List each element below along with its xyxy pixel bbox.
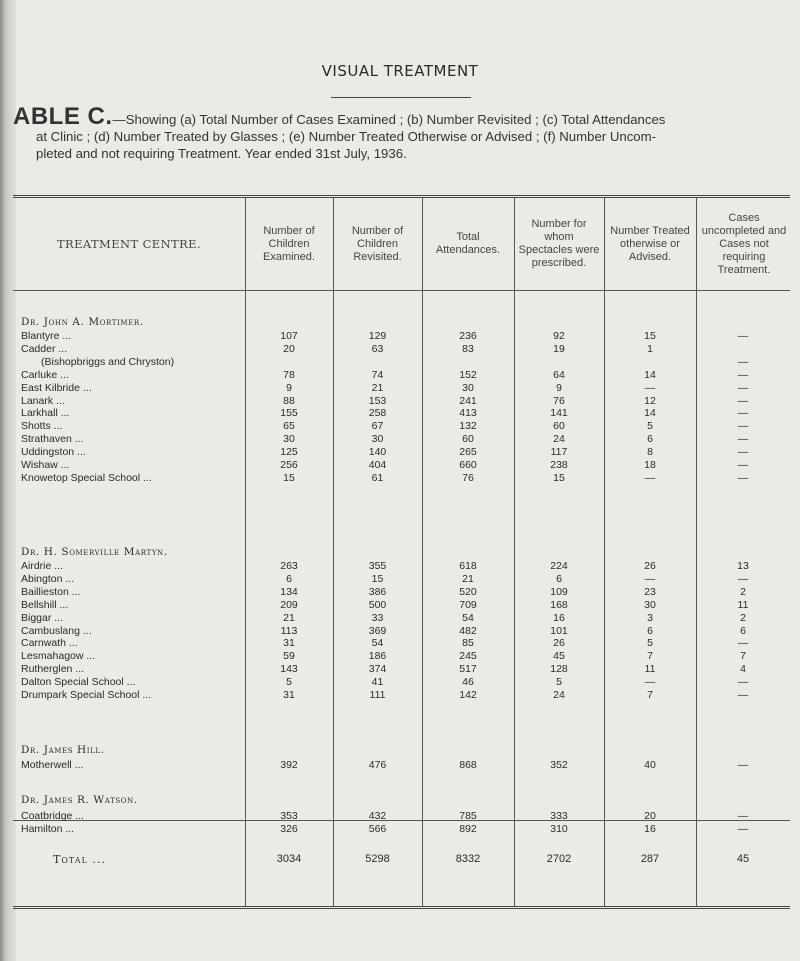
cell-examined: 21 — [283, 611, 295, 624]
cell-uncompleted: — — [737, 689, 749, 701]
cell-revisited: 374 — [368, 663, 387, 676]
cell-spectacles: 141 — [550, 407, 568, 420]
cell-treated-otherwise: — — [644, 471, 656, 484]
cell-attendances: 709 — [459, 598, 477, 611]
cell-revisited: 111 — [369, 689, 386, 701]
caption-line-1: —Showing (a) Total Number of Cases Examined ; (b) Number Revisited ; (c) Total Attendances — [112, 112, 666, 127]
cell-spectacles: 9 — [556, 381, 562, 394]
doctor-heading: Dr. H. Somerville Martyn. — [21, 546, 168, 558]
cell-revisited: 566 — [368, 822, 387, 835]
table-row — [13, 676, 790, 688]
table-row — [13, 446, 790, 458]
header-spectacles: Number for whom Spectacles were prescribed. — [518, 218, 600, 269]
header-revisited: Number of Children Revisited. — [351, 224, 404, 263]
cell-revisited: 386 — [368, 585, 387, 598]
column-divider — [245, 198, 246, 906]
cell-revisited: 186 — [368, 650, 387, 663]
cell-attendances: 236 — [459, 330, 477, 342]
cell-uncompleted: — — [737, 355, 749, 368]
cell-treated-otherwise: 6 — [647, 624, 653, 637]
cell-examined: 30 — [283, 433, 295, 446]
cell-uncompleted: 13 — [737, 560, 749, 572]
cell-revisited: 15 — [371, 572, 384, 585]
cell-uncompleted: — — [737, 330, 749, 342]
cell-attendances: 245 — [459, 650, 477, 663]
cell-examined: 125 — [280, 446, 298, 459]
column-divider — [514, 198, 515, 906]
table-row — [13, 560, 790, 572]
total-attendances: 8332 — [455, 853, 481, 865]
cell-attendances: 85 — [462, 637, 474, 650]
cell-revisited: 140 — [368, 446, 387, 459]
cell-uncompleted: 4 — [740, 663, 746, 676]
cell-examined: 263 — [280, 560, 298, 572]
cell-spectacles: 24 — [553, 433, 565, 446]
table-row — [13, 420, 790, 432]
table-label: ABLE C. — [13, 103, 113, 130]
treatment-centre-name: Strathaven ... — [21, 433, 84, 446]
cell-attendances: 520 — [459, 585, 477, 598]
treatment-centre-name: Dalton Special School ... — [21, 676, 136, 689]
cell-attendances: 132 — [459, 420, 477, 433]
cell-uncompleted: 11 — [737, 598, 749, 611]
doctor-heading: Dr. John A. Mortimer. — [21, 316, 144, 328]
cell-uncompleted: 6 — [740, 624, 746, 637]
cell-examined: 256 — [280, 459, 298, 471]
page-heading: VISUAL TREATMENT — [321, 62, 479, 80]
cell-treated-otherwise: 12 — [644, 394, 656, 407]
treatment-centre-name: Carluke ... — [21, 368, 69, 381]
cell-examined: 20 — [283, 342, 295, 355]
cell-examined: 9 — [286, 381, 292, 394]
cell-treated-otherwise: 1 — [647, 342, 653, 355]
treatment-centre-name: Airdrie ... — [21, 560, 64, 572]
cell-treated-otherwise: 20 — [644, 810, 656, 822]
table-row — [13, 586, 790, 598]
cell-treated-otherwise: 14 — [644, 407, 656, 420]
cell-spectacles: 5 — [556, 676, 562, 689]
cell-revisited: 41 — [371, 676, 384, 689]
cell-uncompleted: — — [737, 459, 749, 471]
cell-uncompleted: 2 — [740, 585, 746, 598]
cell-spectacles: 26 — [553, 637, 565, 650]
cell-revisited: 74 — [371, 368, 384, 381]
table-row — [13, 625, 790, 637]
cell-treated-otherwise: 40 — [644, 759, 656, 771]
cell-examined: 78 — [283, 368, 295, 381]
table-row — [13, 689, 790, 701]
cell-examined: 326 — [280, 822, 298, 835]
doctor-heading: Dr. James Hill. — [21, 744, 105, 756]
cell-treated-otherwise: 7 — [647, 650, 653, 663]
table-row — [13, 459, 790, 471]
cell-revisited: 476 — [368, 759, 387, 771]
cell-spectacles: 19 — [553, 342, 565, 355]
visual-treatment-table — [13, 195, 790, 909]
cell-examined: 5 — [286, 676, 292, 689]
cell-uncompleted: — — [737, 368, 749, 381]
cell-revisited: 432 — [368, 810, 387, 822]
cell-treated-otherwise: 7 — [647, 689, 653, 701]
cell-spectacles: 128 — [550, 663, 568, 676]
cell-spectacles: 60 — [553, 420, 565, 433]
cell-spectacles: 76 — [553, 394, 565, 407]
treatment-centre-name: Carnwath ... — [21, 637, 78, 650]
cell-attendances: 21 — [462, 572, 474, 585]
cell-attendances: 60 — [462, 433, 474, 446]
header-rule — [13, 290, 790, 291]
treatment-centre-name: Biggar ... — [21, 611, 64, 624]
table-row — [13, 433, 790, 445]
cell-treated-otherwise: 30 — [644, 598, 656, 611]
total-examined: 3034 — [276, 853, 302, 865]
header-examined: Number of Children Examined. — [263, 224, 315, 263]
treatment-centre-name: (Bishopbriggs and Chryston) — [41, 355, 175, 368]
cell-treated-otherwise: 14 — [644, 368, 656, 381]
cell-revisited: 30 — [371, 433, 384, 446]
cell-treated-otherwise: — — [644, 676, 656, 689]
header-uncompleted: Cases uncompleted and Cases not requiring Treatment. — [701, 211, 787, 276]
caption-line-3: pleted and not requiring Treatment. Year ended 31st July, 1936. — [36, 146, 407, 161]
cell-examined: 392 — [280, 759, 298, 771]
cell-treated-otherwise: 5 — [647, 637, 653, 650]
treatment-centre-name: Hamilton ... — [21, 822, 75, 835]
treatment-centre-name: Knowetop Special School ... — [21, 471, 152, 484]
cell-treated-otherwise: 26 — [644, 560, 656, 572]
cell-examined: 353 — [280, 810, 298, 822]
cell-attendances: 46 — [462, 676, 474, 689]
cell-uncompleted: — — [737, 420, 749, 433]
table-row — [13, 382, 790, 394]
table-row — [13, 759, 790, 771]
cell-spectacles: 109 — [550, 585, 568, 598]
table-row — [13, 472, 790, 484]
table-row — [13, 650, 790, 662]
cell-revisited: 500 — [368, 598, 387, 611]
cell-attendances: 892 — [459, 822, 477, 835]
cell-revisited: 61 — [371, 471, 384, 484]
treatment-centre-name: Wishaw ... — [21, 459, 70, 471]
cell-uncompleted: — — [737, 759, 749, 771]
cell-examined: 59 — [283, 650, 295, 663]
table-row — [13, 369, 790, 381]
cell-examined: 31 — [283, 637, 295, 650]
total-treated-otherwise: 287 — [640, 853, 660, 865]
treatment-centre-name: Rutherglen ... — [21, 663, 85, 676]
column-divider — [333, 198, 334, 906]
treatment-centre-name: Coatbridge ... — [21, 810, 85, 822]
cell-treated-otherwise: 15 — [644, 330, 656, 342]
cell-uncompleted: — — [737, 676, 749, 689]
cell-treated-otherwise: 11 — [644, 663, 656, 676]
treatment-centre-name: Lanark ... — [21, 394, 65, 407]
cell-attendances: 868 — [459, 759, 477, 771]
cell-attendances: 241 — [459, 394, 477, 407]
cell-attendances: 517 — [459, 663, 477, 676]
cell-spectacles: 24 — [553, 689, 565, 701]
table-row — [13, 637, 790, 649]
cell-revisited: 258 — [368, 407, 387, 420]
cell-treated-otherwise: 6 — [647, 433, 653, 446]
cell-treated-otherwise: 16 — [644, 822, 656, 835]
cell-spectacles: 6 — [556, 572, 562, 585]
cell-examined: 134 — [280, 585, 298, 598]
cell-spectacles: 117 — [550, 446, 568, 459]
treatment-centre-name: Larkhall ... — [21, 407, 70, 420]
cell-uncompleted: 7 — [740, 650, 746, 663]
cell-examined: 209 — [280, 598, 298, 611]
treatment-centre-name: Baillieston ... — [21, 585, 81, 598]
column-divider — [696, 198, 697, 906]
treatment-centre-name: Drumpark Special School ... — [21, 689, 152, 701]
cell-revisited: 153 — [368, 394, 387, 407]
doctor-heading: Dr. James R. Watson. — [21, 794, 138, 806]
cell-attendances: 152 — [459, 368, 477, 381]
cell-uncompleted: — — [737, 822, 749, 835]
cell-spectacles: 16 — [553, 611, 565, 624]
table-row — [13, 573, 790, 585]
treatment-centre-name: Lesmahagow ... — [21, 650, 96, 663]
cell-attendances: 83 — [462, 342, 474, 355]
cell-spectacles: 224 — [550, 560, 568, 572]
table-row — [13, 407, 790, 419]
cell-uncompleted: — — [737, 407, 749, 420]
column-divider — [604, 198, 605, 906]
cell-treated-otherwise: 3 — [647, 611, 653, 624]
cell-examined: 15 — [283, 471, 295, 484]
cell-revisited: 21 — [371, 381, 384, 394]
cell-revisited: 369 — [368, 624, 387, 637]
heading-underline — [331, 97, 471, 98]
cell-attendances: 54 — [462, 611, 474, 624]
treatment-centre-name: Bellshill ... — [21, 598, 69, 611]
treatment-centre-name: Blantyre ... — [21, 330, 72, 342]
cell-uncompleted: — — [737, 637, 749, 650]
cell-spectacles: 15 — [553, 471, 565, 484]
cell-examined: 113 — [280, 624, 298, 637]
cell-spectacles: 352 — [550, 759, 568, 771]
cell-uncompleted: — — [737, 572, 749, 585]
table-row — [13, 599, 790, 611]
total-revisited: 5298 — [365, 853, 390, 865]
cell-spectacles: 64 — [553, 368, 565, 381]
cell-attendances: 30 — [462, 381, 474, 394]
table-row — [13, 356, 790, 368]
cell-revisited: 33 — [371, 611, 384, 624]
total-row — [13, 820, 790, 906]
cell-examined: 88 — [283, 394, 295, 407]
header-attendances: Total Attendances. — [435, 231, 501, 256]
cell-uncompleted: — — [737, 810, 749, 822]
cell-revisited: 54 — [371, 637, 384, 650]
treatment-centre-name: Abington ... — [21, 572, 75, 585]
cell-spectacles: 310 — [550, 822, 568, 835]
cell-revisited: 67 — [371, 420, 384, 433]
cell-spectacles: 168 — [550, 598, 568, 611]
cell-uncompleted: — — [737, 433, 749, 446]
cell-examined: 65 — [283, 420, 295, 433]
cell-examined: 107 — [280, 330, 298, 342]
cell-uncompleted: — — [737, 471, 749, 484]
cell-attendances: 413 — [459, 407, 477, 420]
cell-examined: 6 — [286, 572, 292, 585]
cell-revisited: 129 — [368, 330, 387, 342]
header-treatment-centre: TREATMENT CENTRE. — [56, 236, 202, 251]
total-label: Total ... — [53, 853, 106, 866]
total-spectacles: 2702 — [546, 853, 572, 865]
cell-treated-otherwise: — — [644, 381, 656, 394]
cell-revisited: 63 — [371, 342, 384, 355]
cell-spectacles: 92 — [553, 330, 565, 342]
cell-uncompleted: 2 — [740, 611, 746, 624]
treatment-centre-name: Motherwell ... — [21, 759, 84, 771]
table-row — [13, 663, 790, 675]
cell-attendances: 618 — [459, 560, 477, 572]
cell-attendances: 265 — [459, 446, 477, 459]
cell-examined: 155 — [280, 407, 298, 420]
table-row — [13, 395, 790, 407]
cell-examined: 143 — [280, 663, 298, 676]
cell-revisited: 355 — [368, 560, 387, 572]
table-row — [13, 612, 790, 624]
total-uncompleted: 45 — [736, 853, 750, 865]
cell-treated-otherwise: 5 — [647, 420, 653, 433]
header-treated-otherwise: Number Treated otherwise or Advised. — [610, 224, 690, 263]
cell-revisited: 404 — [368, 459, 387, 471]
cell-treated-otherwise: — — [644, 572, 656, 585]
cell-attendances: 482 — [459, 624, 477, 637]
cell-uncompleted: — — [737, 394, 749, 407]
cell-spectacles: 45 — [553, 650, 565, 663]
cell-treated-otherwise: 8 — [647, 446, 653, 459]
column-divider — [422, 198, 423, 906]
treatment-centre-name: Cambuslang ... — [21, 624, 92, 637]
treatment-centre-name: East Kilbride ... — [21, 381, 92, 394]
cell-treated-otherwise: 23 — [644, 585, 656, 598]
caption-line-2: at Clinic ; (d) Number Treated by Glasses ; (e) Number Treated Otherwise or Advised ; (f) Number Uncom- — [36, 129, 657, 144]
table-row — [13, 343, 790, 355]
cell-treated-otherwise: 18 — [644, 459, 656, 471]
table-caption — [13, 103, 793, 162]
cell-attendances: 785 — [459, 810, 477, 822]
treatment-centre-name: Cadder ... — [21, 342, 68, 355]
treatment-centre-name: Shotts ... — [21, 420, 63, 433]
treatment-centre-name: Uddingston ... — [21, 446, 86, 459]
cell-attendances: 660 — [459, 459, 477, 471]
cell-uncompleted: — — [737, 446, 749, 459]
cell-attendances: 142 — [459, 689, 477, 701]
table-row — [13, 330, 790, 342]
cell-spectacles: 333 — [550, 810, 568, 822]
cell-attendances: 76 — [462, 471, 474, 484]
cell-examined: 31 — [283, 689, 295, 701]
cell-spectacles: 101 — [550, 624, 568, 637]
cell-spectacles: 238 — [550, 459, 568, 471]
cell-uncompleted: — — [737, 381, 749, 394]
